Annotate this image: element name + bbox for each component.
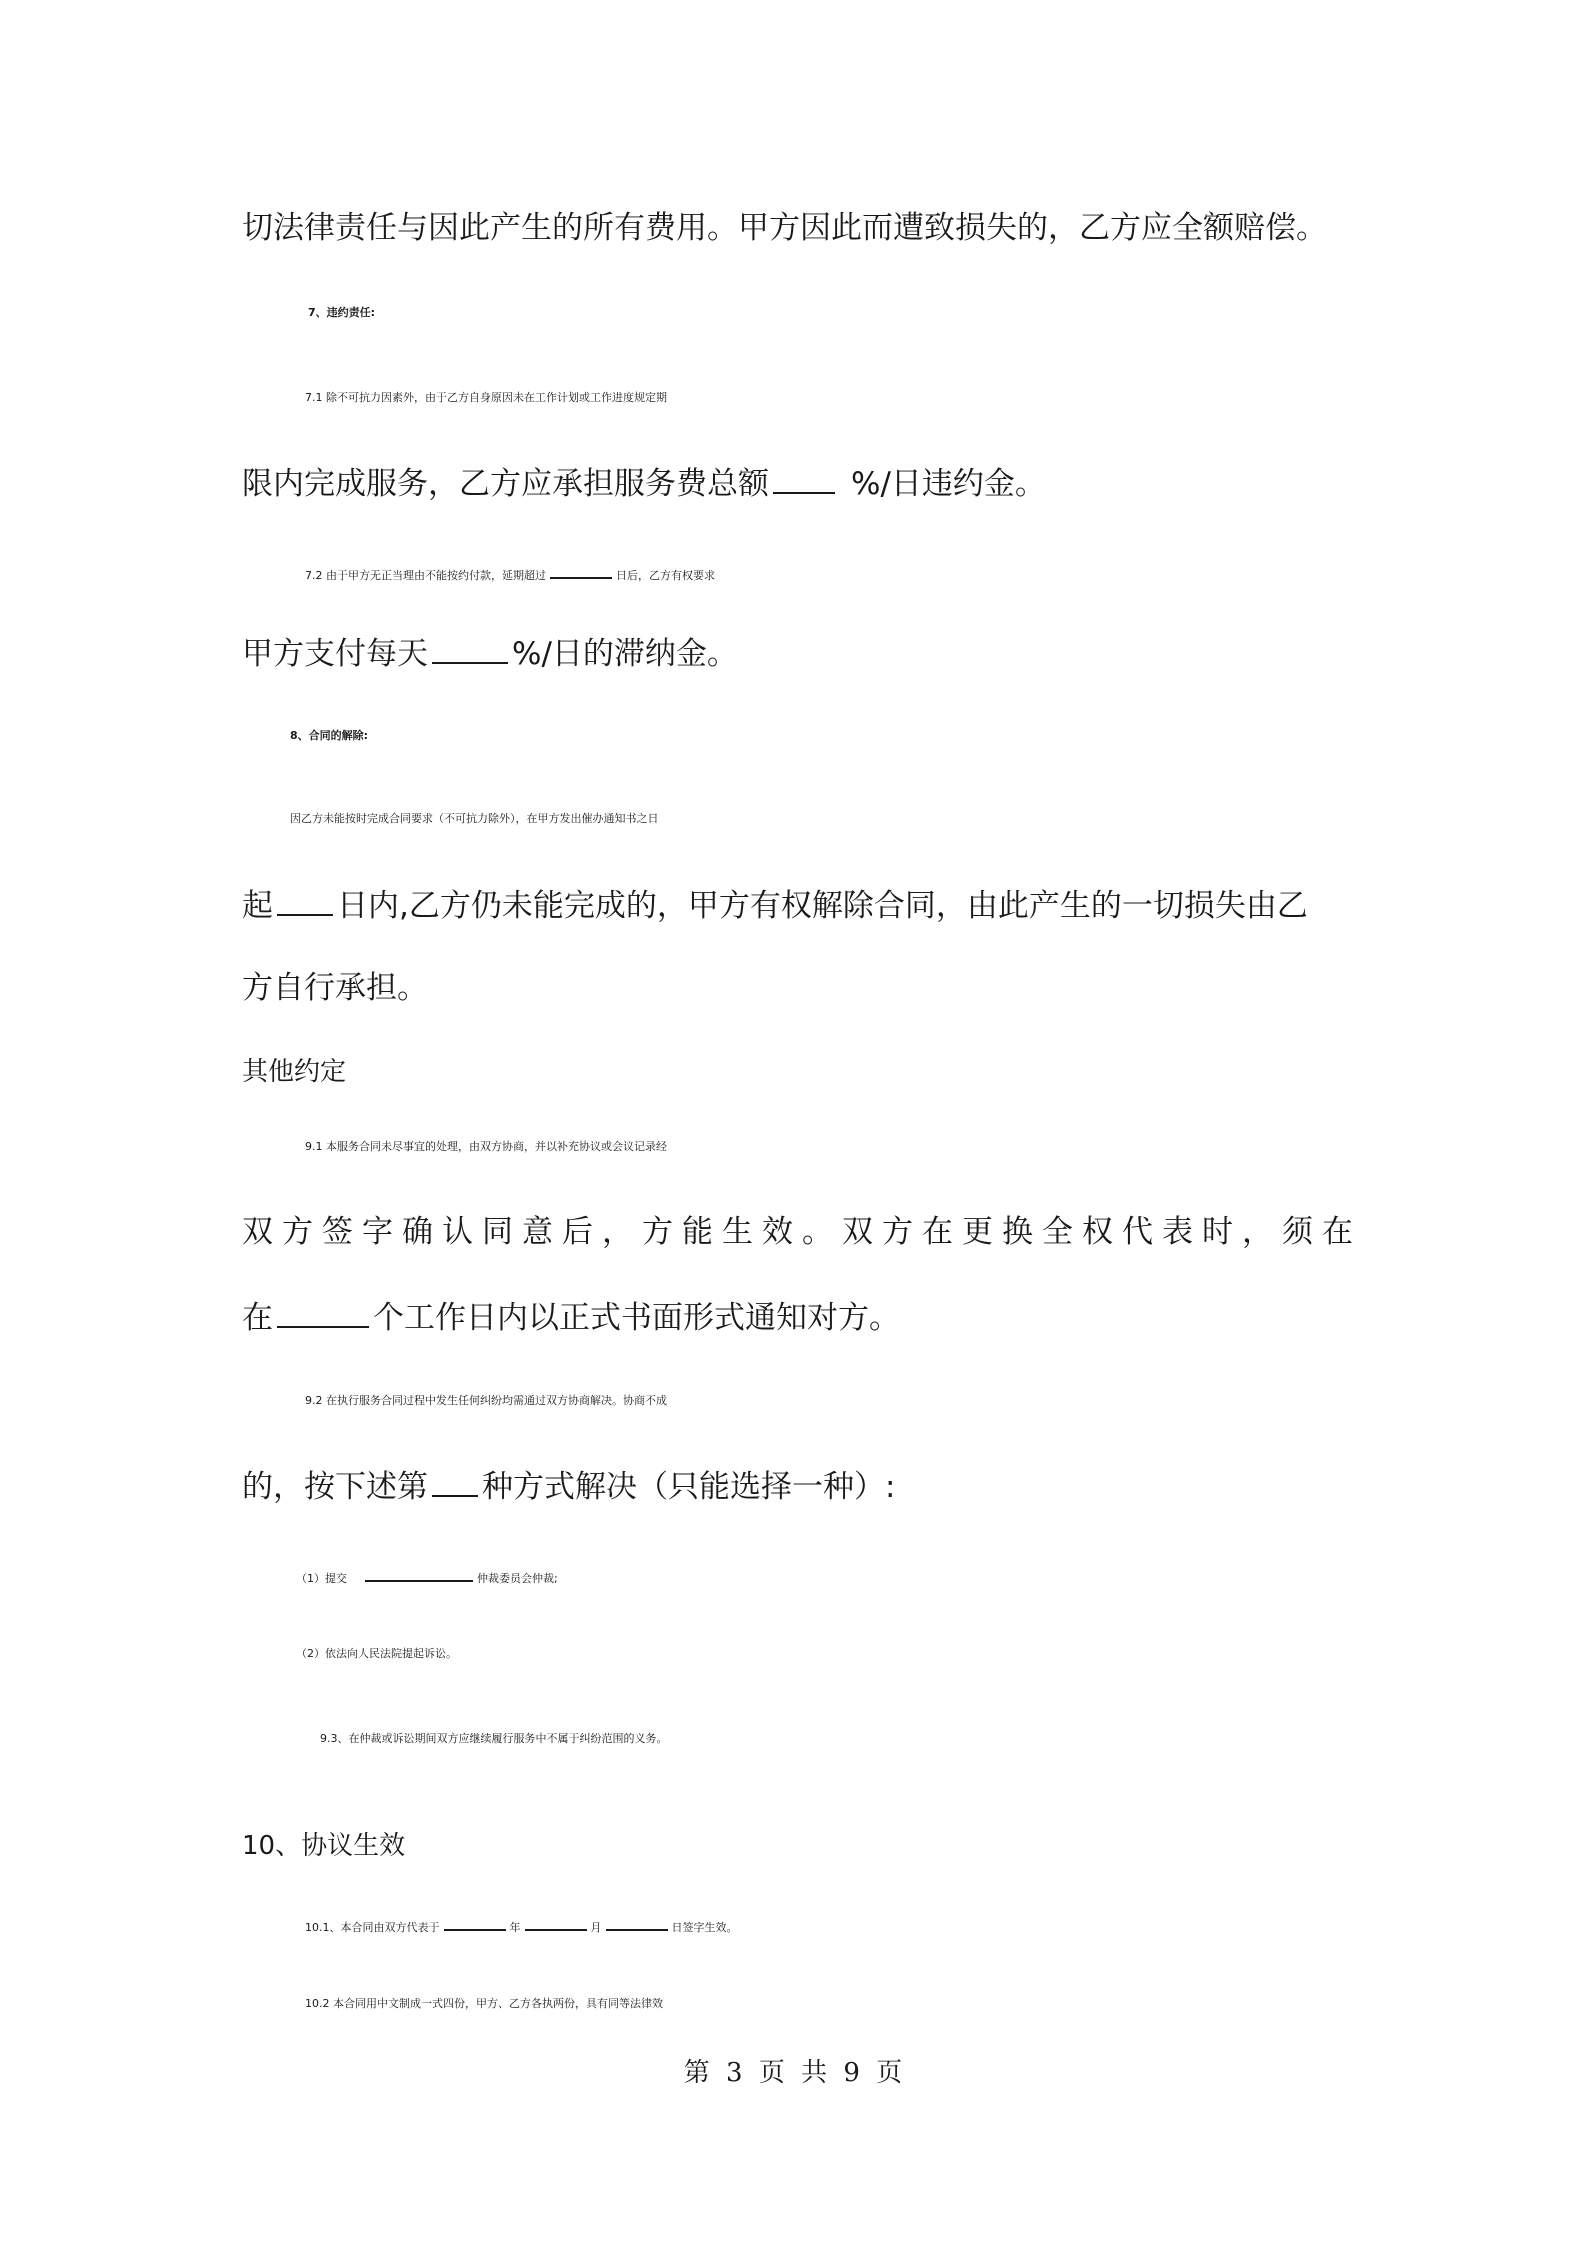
text: 切法律责任与因此产生的所有费用。甲方因此而遭致损失的，乙方应全额赔偿。 (242, 210, 1327, 246)
text: （2）依法向人民法院提起诉讼。 (296, 1647, 457, 1660)
section-heading-9 (242, 1052, 1362, 1092)
option-line (296, 1634, 1416, 1674)
text: 10.1、本合同由双方代表于 (305, 1921, 440, 1934)
fill-in-blank[interactable] (432, 632, 508, 664)
paragraph-line (242, 1212, 1362, 1252)
text: 9.1 本服务合同未尽事宜的处理，由双方协商，并以补充协议或会议记录经 (305, 1140, 667, 1153)
heading-text: 其他约定 (242, 1057, 347, 1087)
text: 月 (590, 1921, 602, 1934)
paragraph-line (242, 1296, 1362, 1338)
option-line (296, 1550, 1416, 1599)
text: 年 (509, 1921, 521, 1934)
text: 甲方支付每天 (242, 636, 428, 672)
section-heading-8 (290, 716, 1410, 756)
section-heading-10 (242, 1826, 1362, 1866)
paragraph-line (290, 799, 1410, 839)
heading-text: 7、违约责任: (308, 306, 376, 319)
text: 7.1 除不可抗力因素外，由于乙方自身原因未在工作计划或工作进度规定期 (305, 391, 667, 404)
text: 9.3、在仲裁或诉讼期间双方应继续履行服务中不属于纠纷范围的义务。 (320, 1732, 668, 1745)
text: 10.2 本合同用中文制成一式四份，甲方、乙方各执两份，具有同等法律效 (305, 1997, 663, 2010)
text: %/日违约金。 (851, 466, 1046, 502)
page-number: 第 3 页 共 9 页 (683, 2058, 903, 2088)
section-heading-7 (308, 293, 1428, 333)
text: 7.2 由于甲方无正当理由不能按约付款，延期超过 (305, 569, 546, 582)
paragraph-line (305, 547, 1425, 596)
paragraph-line (242, 1465, 1362, 1507)
text: 仲裁委员会仲裁; (477, 1572, 558, 1585)
text: 9.2 在执行服务合同过程中发生任何纠纷均需通过双方协商解决。协商不成 (305, 1394, 667, 1407)
text: 起 (242, 888, 273, 924)
paragraph-line (242, 968, 1362, 1008)
text: 方自行承担。 (242, 970, 428, 1006)
paragraph-line (305, 1127, 1425, 1167)
paragraph-line (305, 378, 1425, 418)
text: 日内,乙方仍未能完成的，甲方有权解除合同，由此产生的一切损失由乙 (337, 888, 1308, 924)
text: 个工作日内以正式书面形式通知对方。 (373, 1300, 900, 1336)
text: 的，按下述第 (242, 1469, 428, 1505)
text: 种方式解决（只能选择一种）: (482, 1469, 896, 1505)
text: 在 (242, 1300, 273, 1336)
paragraph-line (305, 1381, 1425, 1421)
text: 限内完成服务，乙方应承担服务费总额 (242, 466, 769, 502)
text: 日后，乙方有权要求 (616, 569, 715, 582)
text: %/日的滞纳金。 (512, 636, 738, 672)
text: （1）提交 (296, 1572, 347, 1585)
text: 日签字生效。 (671, 1921, 738, 1934)
text: 因乙方未能按时完成合同要求（不可抗力除外），在甲方发出催办通知书之日 (290, 812, 659, 825)
fill-in-blank-day[interactable] (606, 1899, 668, 1931)
fill-in-blank[interactable] (277, 1296, 369, 1328)
fill-in-blank[interactable] (277, 884, 333, 916)
fill-in-blank[interactable] (365, 1550, 473, 1582)
paragraph-line (242, 884, 1362, 926)
text: 双方签字确认同意后，方能生效。双方在更换全权代表时，须在 (242, 1214, 1362, 1250)
paragraph-line (242, 632, 1362, 674)
fill-in-blank-year[interactable] (444, 1899, 506, 1931)
paragraph-line (242, 208, 1362, 248)
paragraph-line (320, 1719, 1440, 1759)
fill-in-blank-month[interactable] (525, 1899, 587, 1931)
heading-text: 10、协议生效 (242, 1831, 406, 1861)
fill-in-blank[interactable] (773, 462, 835, 494)
paragraph-line (242, 462, 1362, 504)
heading-text: 8、合同的解除: (290, 729, 369, 742)
fill-in-blank[interactable] (432, 1465, 478, 1497)
fill-in-blank[interactable] (550, 547, 612, 579)
paragraph-line (305, 1899, 1425, 1948)
paragraph-line (305, 1984, 1425, 2024)
